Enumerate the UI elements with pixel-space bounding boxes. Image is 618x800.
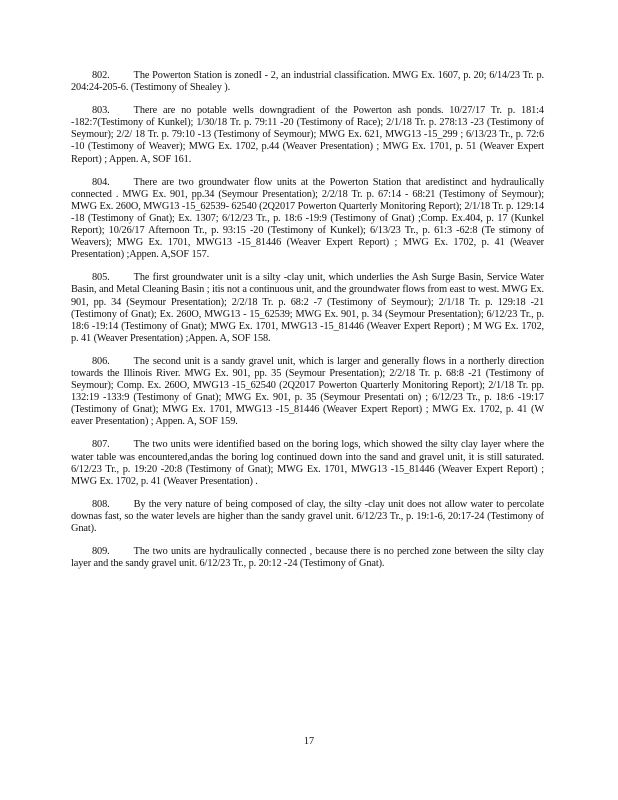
paragraph-number: 808.	[92, 498, 110, 510]
findings-list	[71, 70, 544, 581]
paragraph-808	[71, 499, 544, 535]
paragraph-809	[71, 546, 544, 570]
paragraph-text: The second unit is a sandy gravel unit, which is larger and generally flows in a northerly direction towards the Illinois River. MWG Ex. 901, pp. 35 (Seymour Presentation); 2/2/18 Tr. p. 68:8 -21 (Testimony of Seymour); Comp. Ex. 260O, MWG13 -15_62540 (2Q2017 Powerton Quarterly Monitoring Report); 2/1/18 Tr. pp. 132:19 -133:9 (Testimony of Gnat); MWG Ex. 901, p. 35 (Seymour Presentati on) ; 6/12/23 Tr., p. 18:6 -19:17 (Testimony of Gnat); MWG Ex. 1701, MWG13 -15_81446 (Weaver Expert Report) ; MWG Ex. 1702, p. 41 (W eaver Presentation) ; Appen. A, SOF 159.	[71, 355, 544, 428]
paragraph-805	[71, 272, 544, 345]
paragraph-806	[71, 356, 544, 429]
paragraph-text: By the very nature of being composed of clay, the silty -clay unit does not allow water to percolate downas fast, so the water levels are higher than the sandy gravel unit. 6/12/23 Tr., p. 19:1-6, 20:17-24 (Testimony of Gnat).	[71, 498, 544, 534]
paragraph-number: 804.	[92, 176, 110, 188]
paragraph-803	[71, 105, 544, 165]
paragraph-number: 802.	[92, 70, 110, 81]
paragraph-text: The first groundwater unit is a silty -clay unit, which underlies the Ash Surge Basin, Service Water Basin, and Metal Cleaning Basin ; itis not a continuous unit, and the groundwater flows from east to west. MWG Ex. 901, pp. 34 (Seymour Presentation); 2/2/18 Tr. p. 68:2 -7 (Testimony of Seymour); 2/1/18 Tr. p. 129:18 -21 (Testimony of Gnat); Ex. 260O, MWG13 - 15_62539; MWG Ex. 901, p. 34 (Seymour Presentation); 6/12/23 Tr., p. 18:6 -19:14 (Testimony of Gnat); MWG Ex. 1701, MWG13 -15_81446 (Weaver Expert Report) ; M WG Ex. 1702, p. 41 (Weaver Presentation) ;Appen. A, SOF 158.	[71, 272, 544, 344]
paragraph-807	[71, 439, 544, 487]
paragraph-number: 809.	[92, 546, 110, 558]
paragraph-text: The Powerton Station is zonedI - 2, an industrial classification. MWG Ex. 1607, p. 20; 6/14/23 Tr. p. 204:24-205-6. (Testimony of Shealey ).	[71, 70, 544, 94]
paragraph-804	[71, 177, 544, 262]
paragraph-text: There are two groundwater flow units at the Powerton Station that aredistinct and hydraulically connected . MWG Ex. 901, pp.34 (Seymour Presentation); 2/2/18 Tr. p. 67:14 - 68:21 (Testimony of Seymour); MWG Ex. 260O, MWG13 -15_62539- 62540 (2Q2017 Powerton Quarterly Monitoring Report); 2/1/18 Tr. p. 129:14 -18 (Testimony of Gnat); Ex. 1307; 6/12/23 Tr., p. 18:6 -19:9 (Testimony of Gnat) ;Comp. Ex.404, p. 17 (Kunkel Report); 10/26/17 Afternoon Tr., p. 93:15 -20 (Testimony of Kunkel); 6/13/23 Tr., p. 61:3 -62:8 (Te stimony of Weavers); MWG Ex. 1701, MWG13 -15_81446 (Weaver Expert Report) ; MWG Ex. 1702, p. 41 (Weaver Presentation) ;Appen. A,SOF 157.	[71, 176, 544, 261]
paragraph-number: 803.	[92, 105, 110, 117]
paragraph-number: 806.	[92, 355, 110, 367]
paragraph-802	[71, 70, 544, 94]
paragraph-number: 807.	[92, 439, 110, 451]
page-number: 17	[303, 736, 315, 747]
paragraph-text: The two units were identified based on the boring logs, which showed the silty clay layer where the water table was encountered,andas the boring log continued down into the sand and gravel unit, it is still saturated. 6/12/23 Tr., p. 19:20 -20:8 (Testimony of Gnat); MWG Ex. 1701, MWG13 -15_81446 (Weaver Expert Report) ; MWG Ex. 1702, p. 41 (Weaver Presentation) .	[71, 439, 544, 487]
paragraph-text: The two units are hydraulically connected , because there is no perched zone between the silty clay layer and the sandy gravel unit. 6/12/23 Tr., p. 20:12 -24 (Testimony of Gnat).	[71, 546, 544, 570]
paragraph-text: There are no potable wells downgradient of the Powerton ash ponds. 10/27/17 Tr. p. 181:4 -182:7(Testimony of Kunkel); 1/30/18 Tr. p. 79:11 -20 (Testimony of Race); 2/1/18 Tr. p. 278:13 -23 (Testimony of Seymour); 2/2/ 18 Tr. p. 79:10 -13 (Testimony of Seymour); MWG Ex. 621, MWG13 -15_299 ; 6/13/23 Tr., p. 72:6 -10 (Testimony of Weaver); MWG Ex. 1702, p.44 (Weaver Presentation) ; MWG Ex. 1701, p. 51 (Weaver Expert Report) ; Appen. A, SOF 161.	[71, 105, 544, 165]
paragraph-number: 805.	[92, 272, 110, 284]
